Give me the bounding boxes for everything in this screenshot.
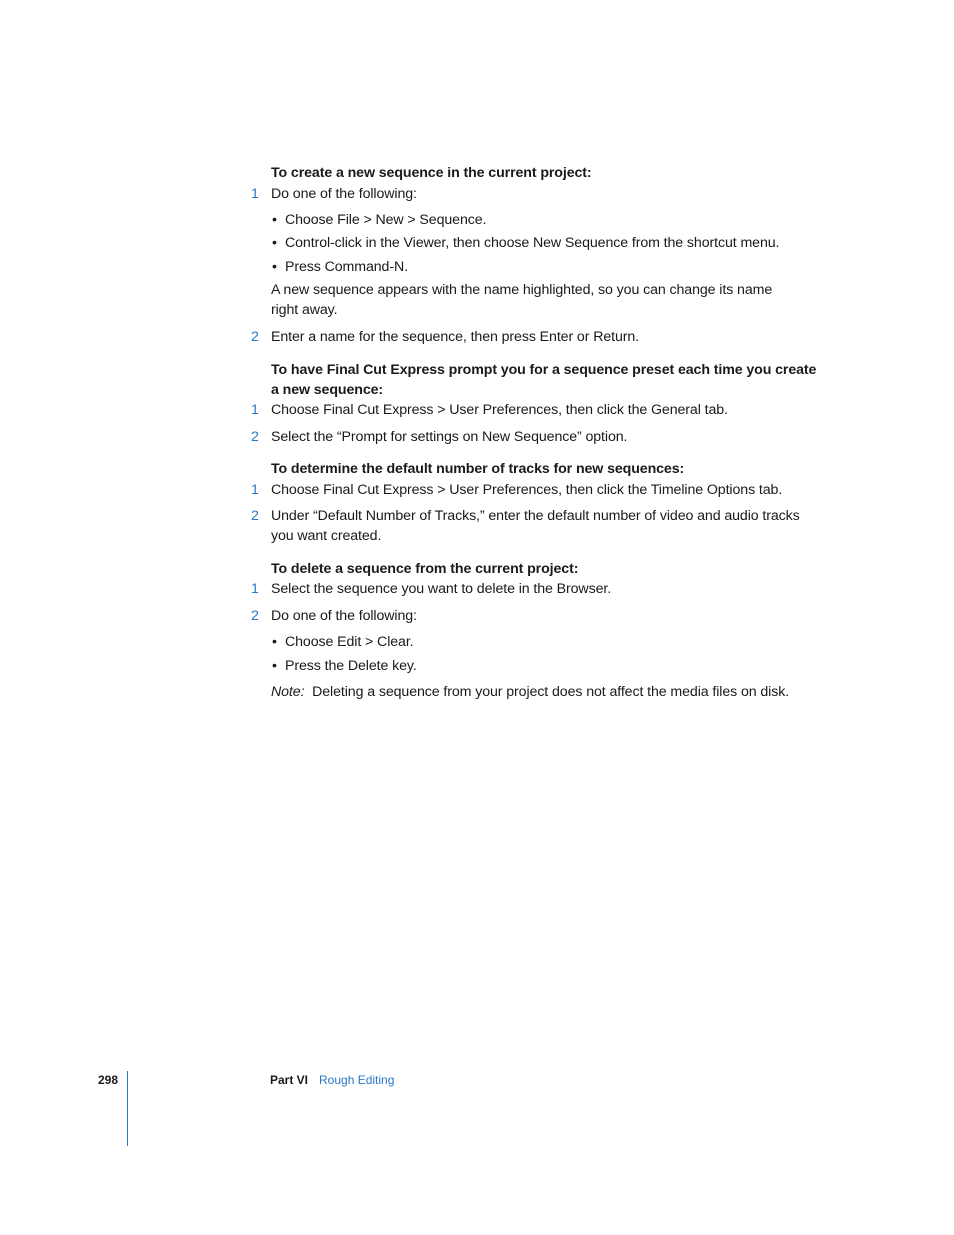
step-text: Select the “Prompt for settings on New Sequence” option. (271, 429, 628, 445)
section-heading: a new sequence: (271, 382, 384, 398)
step-text: Choose Final Cut Express > User Preferences, then click the Timeline Options tab. (271, 482, 783, 498)
step-number: 2 (251, 608, 259, 624)
step-number: 2 (251, 508, 259, 524)
bullet-item: Choose File > New > Sequence. (285, 212, 487, 228)
step-text: Under “Default Number of Tracks,” enter the default number of video and audio tracks (271, 508, 800, 524)
footer-part: Part VI (270, 1073, 309, 1087)
page-number: 298 (98, 1073, 119, 1087)
section-heading: To have Final Cut Express prompt you for a sequence preset each time you create (271, 362, 817, 378)
step-text: Choose Final Cut Express > User Preferences, then click the General tab. (271, 402, 728, 418)
note-label: Note: (271, 684, 305, 700)
step-number: 1 (251, 482, 259, 498)
step-number: 1 (251, 186, 259, 202)
bullet-item: Control-click in the Viewer, then choose New Sequence from the shortcut menu. (285, 235, 780, 251)
bullet-icon: • (272, 235, 277, 251)
paragraph: A new sequence appears with the name highlighted, so you can change its name (271, 282, 773, 298)
note (271, 682, 789, 702)
bullet-item: Press Command-N. (285, 259, 408, 275)
step-number: 2 (251, 329, 259, 345)
step-text: Do one of the following: (271, 186, 417, 202)
step-number: 1 (251, 402, 259, 418)
step-number: 2 (251, 429, 259, 445)
step-text: Do one of the following: (271, 608, 417, 624)
bullet-icon: • (272, 259, 277, 275)
section-heading: To delete a sequence from the current project: (271, 561, 579, 577)
section-heading: To determine the default number of tracks for new sequences: (271, 461, 685, 477)
bullet-icon: • (272, 634, 277, 650)
bullet-item: Choose Edit > Clear. (285, 634, 414, 650)
bullet-item: Press the Delete key. (285, 658, 417, 674)
paragraph: right away. (271, 302, 338, 318)
bullet-icon: • (272, 212, 277, 228)
bullet-icon: • (272, 658, 277, 674)
step-number: 1 (251, 581, 259, 597)
step-text: Enter a name for the sequence, then press Enter or Return. (271, 329, 640, 345)
note-text: Deleting a sequence from your project does not affect the media files on disk. (312, 684, 790, 700)
step-text: you want created. (271, 528, 382, 544)
footer-divider (127, 1071, 128, 1146)
section-heading: To create a new sequence in the current project: (271, 165, 592, 181)
footer-chapter-link[interactable]: Rough Editing (319, 1073, 395, 1087)
step-text: Select the sequence you want to delete in the Browser. (271, 581, 612, 597)
